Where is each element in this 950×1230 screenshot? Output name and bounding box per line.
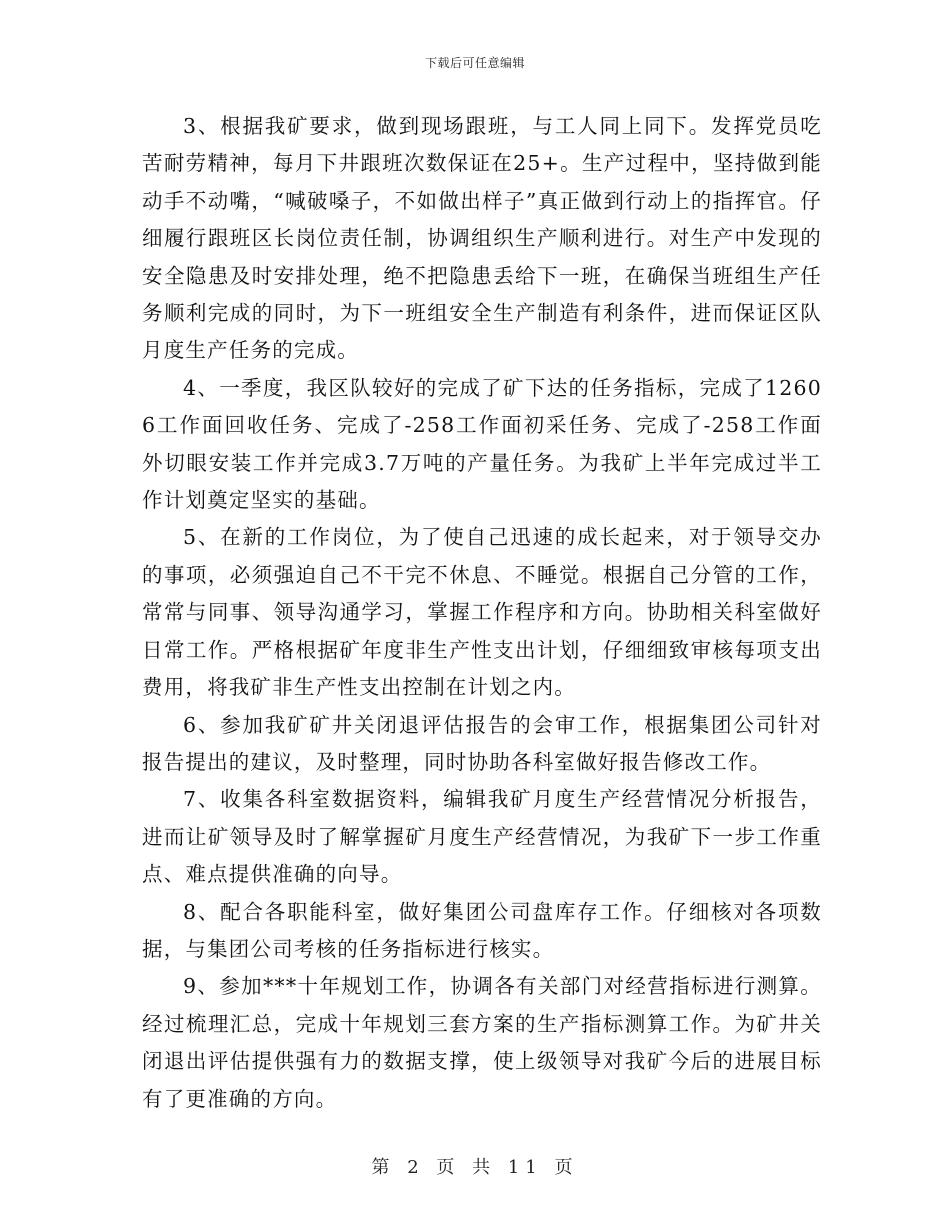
paragraph-item-8: 8、配合各职能科室，做好集团公司盘库存工作。仔细核对各项数据，与集团公司考核的任务指标进行核实。 bbox=[142, 899, 822, 961]
paragraph-item-3: 3、根据我矿要求，做到现场跟班，与工人同上同下。发挥党员吃苦耐劳精神，每月下井跟班次数保证在25+。生产过程中，坚持做到能动手不动嘴，“喊破嗓子，不如做出样子”真正做到行动上的指挥官。仔细履行跟班区长岗位责任制，协调组织生产顺利进行。对生产中发现的安全隐患及时安排处理，绝不把隐患丢给下一班，在确保当班组生产任务顺利完成的同时，为下一班组安全生产制造有利条件，进而保证区队月度生产任务的完成。 bbox=[142, 114, 822, 363]
paragraph-item-6: 6、参加我矿矿井关闭退评估报告的会审工作，根据集团公司针对报告提出的建议，及时整理，同时协助各科室做好报告修改工作。 bbox=[142, 712, 822, 774]
paragraph-item-5: 5、在新的工作岗位，为了使自己迅速的成长起来，对于领导交办的事项，必须强迫自己不干完不休息、不睡觉。根据自己分管的工作，常常与同事、领导沟通学习，掌握工作程序和方向。协助相关科室做好日常工作。严格根据矿年度非生产性支出计划，仔细细致审核每项支出费用，将我矿非生产性支出控制在计划之内。 bbox=[142, 525, 822, 700]
paragraph-item-4: 4、一季度，我区队较好的完成了矿下达的任务指标，完成了12606工作面回收任务、完成了-258工作面初采任务、完成了-258工作面外切眼安装工作并完成3.7万吨的产量任务。为我矿上半年完成过半工作计划奠定坚实的基础。 bbox=[142, 375, 822, 513]
page-footer: 第 2 页 共 11 页 bbox=[371, 1157, 579, 1178]
paragraph-item-9: 9、参加***十年规划工作，协调各有关部门对经营指标进行测算。经过梳理汇总，完成十年规划三套方案的生产指标测算工作。为矿井关闭退出评估提供强有力的数据支撑，使上级领导对我矿今后的进展目标有了更准确的方向。 bbox=[142, 974, 822, 1111]
paragraph-item-7: 7、收集各科室数据资料，编辑我矿月度生产经营情况分析报告，进而让矿领导及时了解掌握矿月度生产经营情况，为我矿下一步工作重点、难点提供准确的向导。 bbox=[142, 787, 822, 887]
document-body bbox=[142, 108, 822, 1118]
page-header: 下载后可任意编辑 bbox=[424, 56, 525, 70]
